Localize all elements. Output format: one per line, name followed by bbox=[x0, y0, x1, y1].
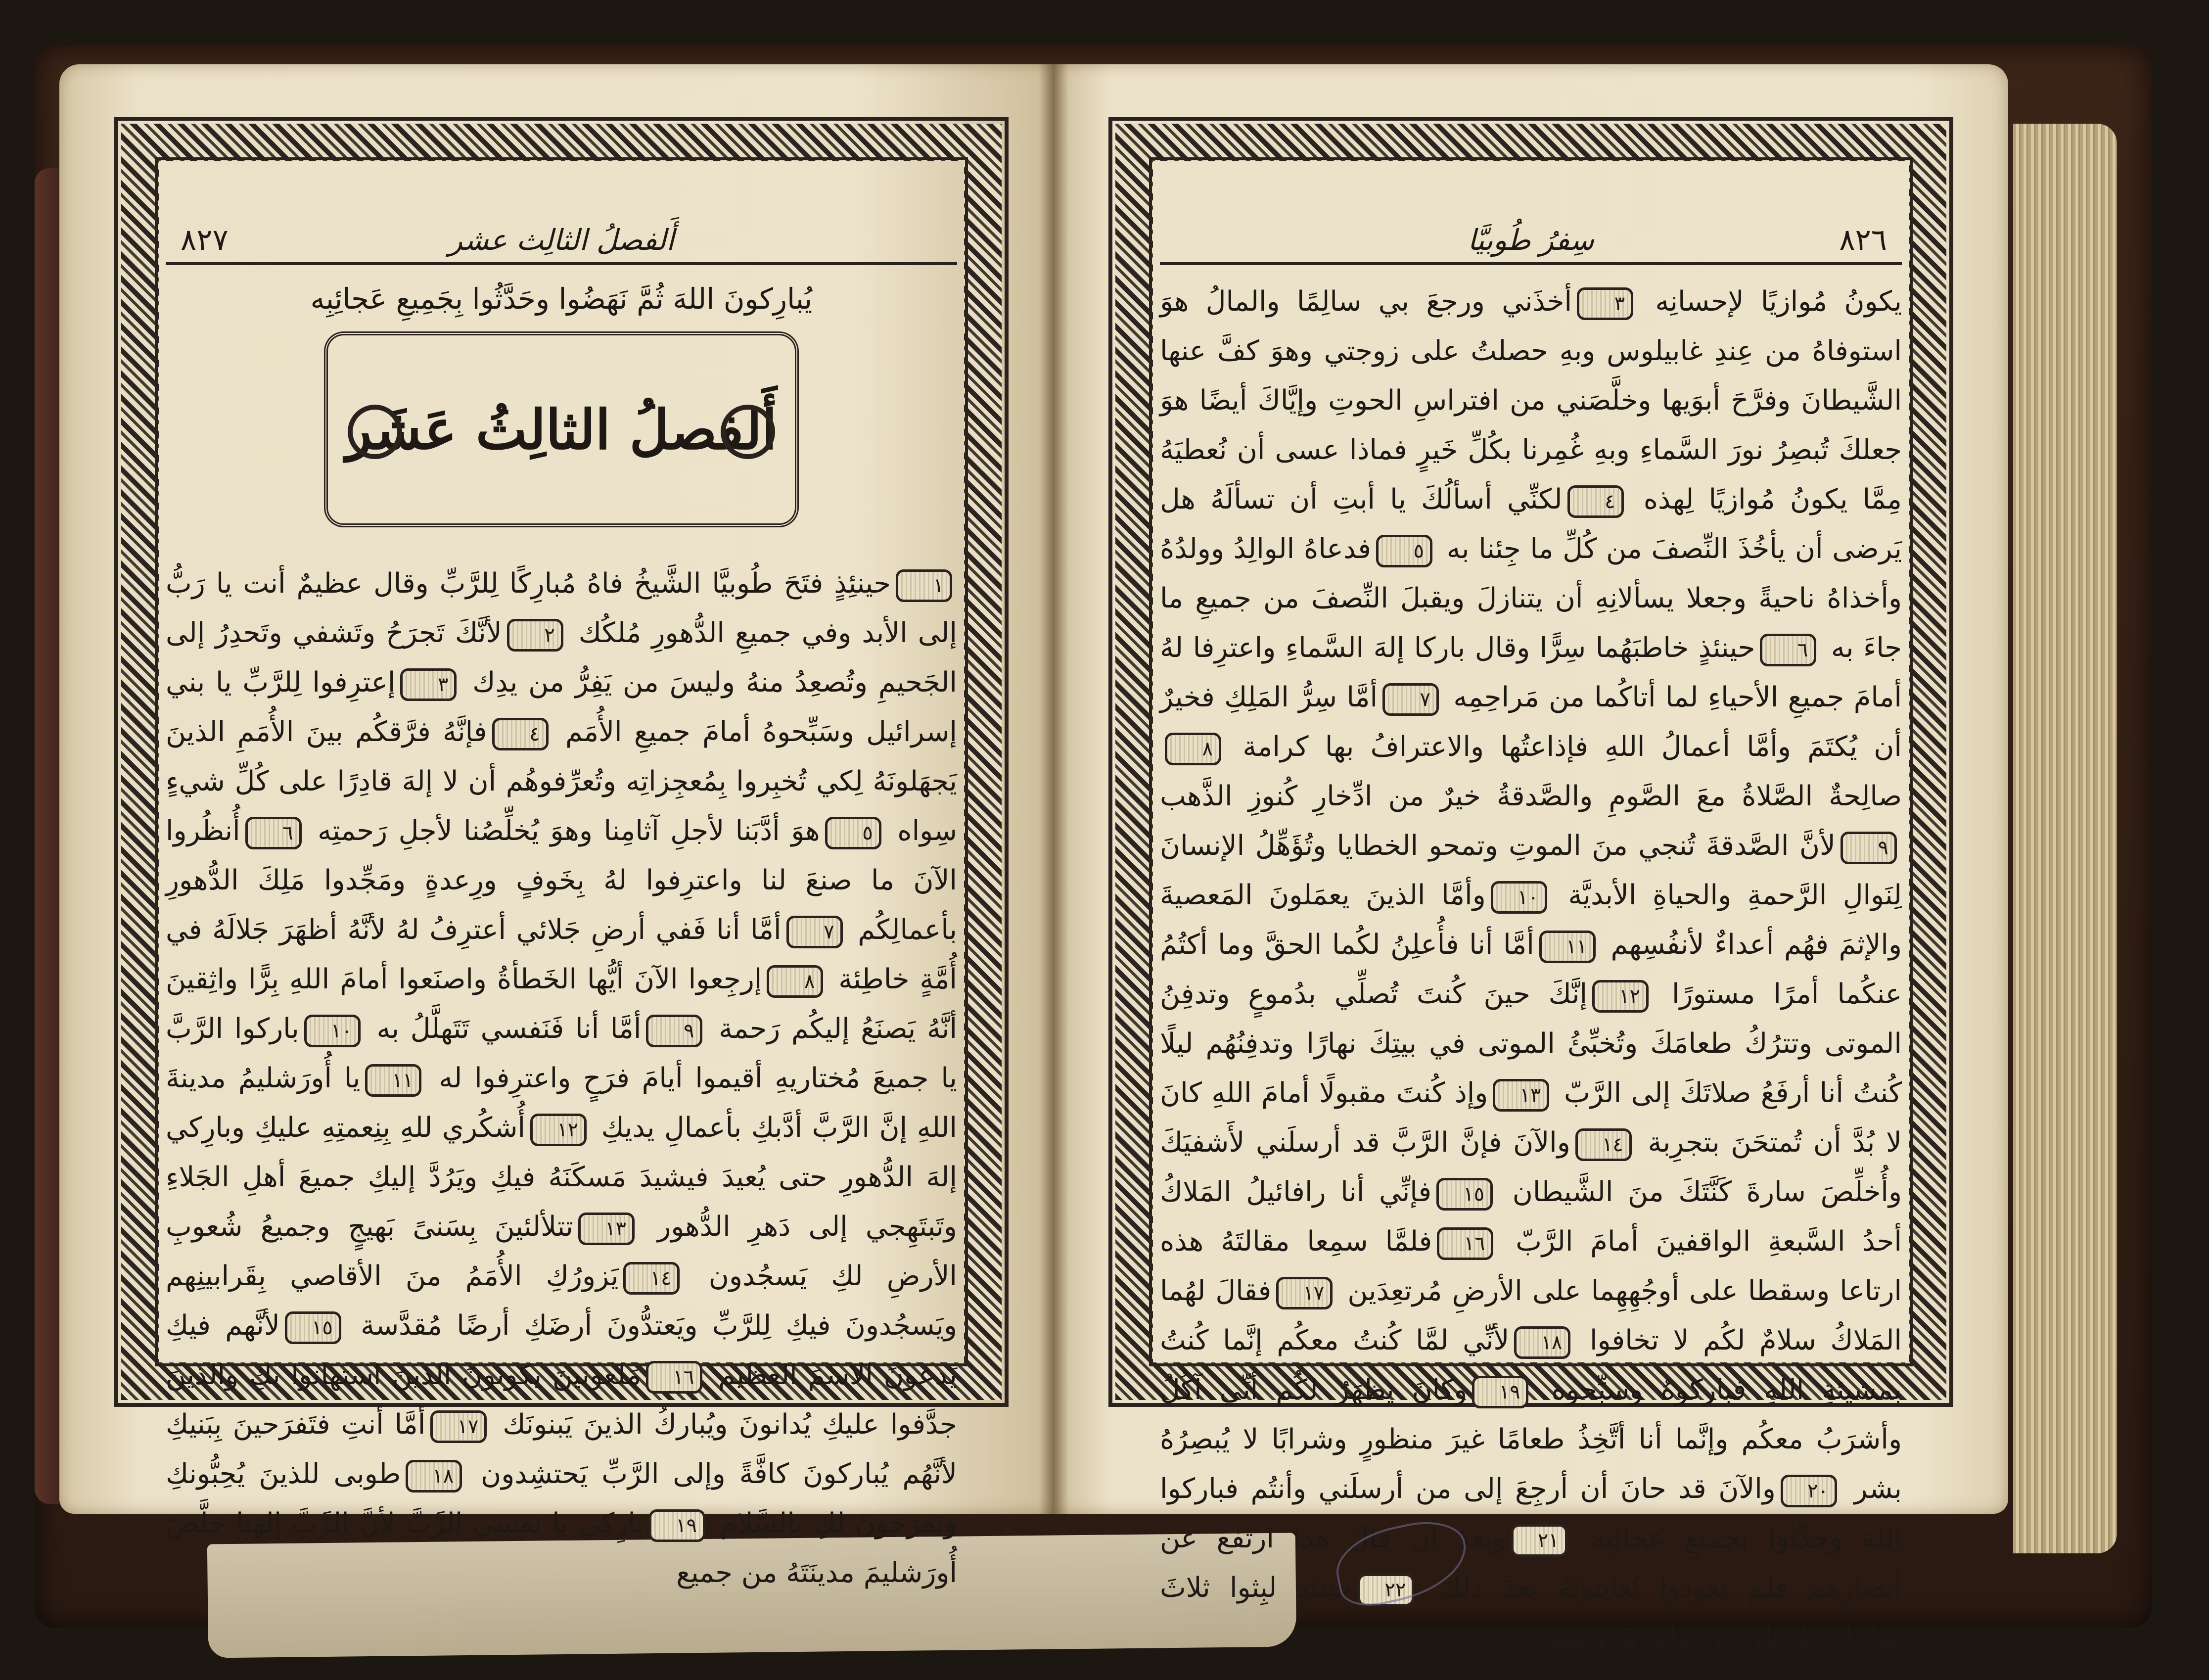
verse-number: ١٠ bbox=[304, 1015, 361, 1047]
chapter-title: أَلفصلُ الثالِثُ عَشَر bbox=[346, 397, 777, 462]
verse-text: فدعاهُ الوالِدُ وولدُهُ وأخذاهُ ناحيةً وجعلا يسألانِهِ أن يتنازلَ ويقبلَ النِّصفَ من جميعِ ما جاءَ به bbox=[1160, 533, 1902, 664]
verse-text: إعترِفوا لِلرَّبِّ يا بني إسرائيل وسَبِّحوهُ أمامَ جميعِ الأُمَم bbox=[166, 666, 957, 748]
verse-text: لأنَّهم فيكِ يَدعونَ الاسمَ العظيم bbox=[166, 1309, 957, 1391]
verse-text: صالِحةٌ الصَّلاةُ معَ الصَّومِ والصَّدقةُ خيرٌ من ادِّخارِ كُنوزِ الذَّهب bbox=[1160, 780, 1902, 812]
verse-text: إنَّكَ حينَ كُنتَ تُصلِّي بدُموعٍ وتدفِنُ الموتى وتترُكُ طعامَكَ وتُخبِّئُ الموتى في بيتِكَ نهارًا وتدفِنُهُم ليلًا كُنتُ أنا أرفَعُ صلاتَكَ إلى الرَّبّ bbox=[1160, 978, 1902, 1109]
verse-number: ١٠ bbox=[1491, 881, 1547, 914]
verse-text: حينئذٍ خاطبَهُما سِرًّا وقال باركا إلهَ السَّماءِ واعترِفا لهُ أمامَ جميعِ الأحياءِ لما أتاكُما من مَراحِمِه bbox=[1160, 632, 1902, 713]
verse-text: أمَّا أنتِ فتَفرَحينَ بِبَنيكِ لأنَّهُم يُباركونَ كافَّةً وإلى الرَّبِّ يَحتشِدون bbox=[166, 1408, 957, 1490]
right-page-number: ٨٢٦ bbox=[1839, 223, 1887, 257]
verse-number: ١ bbox=[896, 569, 952, 602]
verse-text: حينئذٍ لبِثوا ثلاثَ ساعاتٍ مُنطرِحينَ على وُجوهِهِم bbox=[1160, 1572, 1902, 1653]
verse-text: أمَّا أنا فَفي أرضِ جَلائي أعترِفُ لهُ لأنَّهُ أظهَرَ جَلالَهُ في أُمَّةٍ خاطِئة bbox=[166, 914, 957, 995]
verse-text: أمَّا سِرُّ المَلِكِ فخيرٌ أن يُكتَمَ وأمَّا أعمالُ اللهِ فإذاعتُها والاعترافُ بها كرامة bbox=[1160, 681, 1902, 763]
verse-text: وإذ كُنتَ مقبولًا أمامَ اللهِ كانَ لا بُدَّ أن تُمتحَنَ بتجرِبة bbox=[1160, 1077, 1902, 1159]
verse-text: بارِكي يا نفسي الرَّبَّ لأنَّ الرَّبَّ إلهَنا خلَّصَ أُورَشليمَ مدينَتَهُ من جميع bbox=[166, 1507, 957, 1589]
page-edges bbox=[2013, 124, 2117, 1553]
verse-text: لأنِّي لمَّا كُنتُ معكُم إنَّما كُنتُ بمشيئةِ اللهِ فباركوهُ وسبِّحوه bbox=[1160, 1324, 1902, 1406]
verse-number: ٥ bbox=[1376, 535, 1432, 567]
verse-number: ١١ bbox=[1539, 931, 1596, 963]
left-verses bbox=[166, 559, 958, 1589]
verse-text: والآنَ فإنَّ الرَّبَّ قد أرسلَني لأَشفيَكَ وأُخلِّصَ سارةَ كَنَّتَكَ منَ الشَّيطان bbox=[1160, 1126, 1902, 1208]
verse-text: أمَّا أنا فأُعلِنُ لكُما الحقَّ وما أكتُمُ عنكُما أمرًا مستورًا bbox=[1160, 929, 1902, 1010]
verse-number: ٢١ bbox=[1511, 1524, 1567, 1557]
right-running-title: سِفرُ طُوبيَّا bbox=[1468, 223, 1594, 257]
verse-text: إرجِعوا الآنَ أيُّها الخَطأةُ واصنَعوا أمامَ اللهِ بِرًّا واثِقينَ أنَّهُ يَصنَعُ إليكُم رَحمة bbox=[166, 963, 957, 1045]
verse-text: فلمَّا سمِعا مقالتَهُ هذه ارتاعا وسقطا على أوجُهِهِما على الأرضِ مُرتعِدَين bbox=[1160, 1225, 1902, 1307]
verse-text: فقالَ لهُما المَلاكُ سلامٌ لكُم لا تخافوا bbox=[1160, 1275, 1902, 1356]
right-running-header bbox=[1160, 218, 1902, 265]
verse-number: ٦ bbox=[245, 817, 302, 849]
verse-number: ٩ bbox=[1841, 832, 1897, 864]
verse-number: ١٥ bbox=[285, 1311, 341, 1344]
verse-number: ٦ bbox=[1760, 634, 1816, 666]
verse-text: وبعدَ أن قالَ هذا ارتفعَ عن أبصارِهِم فلم يعودوا يُعاينونَهُ بعدَ ذلك bbox=[1160, 1522, 1902, 1604]
verse-number: ٢٢ bbox=[1358, 1574, 1414, 1606]
verse-number: ١٥ bbox=[1436, 1178, 1493, 1211]
verse-number: ١٩ bbox=[1472, 1376, 1528, 1408]
verse-text: مَلعونينَ يكونونَ الذينَ استهانوا بكِ والذينَ جدَّفوا عليكِ يُدانونَ ويُباركُ الذينَ يَبنونَك bbox=[166, 1359, 957, 1441]
verse-number: ١٢ bbox=[1592, 980, 1649, 1013]
verse-number: ٤ bbox=[1567, 485, 1624, 518]
verse-number: ١٢ bbox=[530, 1114, 587, 1146]
verse-number: ٣ bbox=[400, 668, 457, 701]
verse-text: هوَ أدَّبَنا لأجلِ آثامِنا وهوَ يُخلِّصُنا لأجلِ رَحمتِه bbox=[318, 815, 820, 847]
verse-text: فإنِّي أنا رافائيلُ المَلاكُ أحدُ السَّبعةِ الواقفينَ أمامَ الرَّبّ bbox=[1160, 1176, 1902, 1258]
verse-number: ١٣ bbox=[578, 1213, 635, 1245]
verse-number: ١٤ bbox=[623, 1262, 680, 1295]
verse-number: ٧ bbox=[1382, 683, 1439, 716]
verse-number: ١٨ bbox=[1514, 1326, 1570, 1359]
left-text-block bbox=[166, 218, 958, 1589]
verse-number: ٧ bbox=[786, 916, 843, 948]
verse-text: أُشكُري للهِ بِنِعمتِهِ عليكِ وبارِكي إلهَ الدُّهورِ حتى يُعيدَ فيشيدَ مَسكَنَهُ فيكِ ويَرُدَّ إليكِ جميعَ أهلِ الجَلاءِ وتَبتَهِجي إلى دَهرِ الدُّهور bbox=[166, 1112, 958, 1243]
verse-number: ٣ bbox=[1577, 287, 1633, 320]
verse-number: ٥ bbox=[825, 817, 881, 849]
ornament-icon bbox=[348, 405, 402, 459]
right-verses bbox=[1160, 277, 1902, 1653]
verse-text: والآنَ قد حانَ أن أرجِعَ إلى من أرسلَني وأنتُم فباركوا اللهَ وحدِّثوا بجميعِ عجائِبِه bbox=[1160, 1473, 1902, 1554]
verse-text: طوبى للذينَ يُحِبُّونكِ ويَفرَحونَ لكِ بالسَّلام bbox=[166, 1458, 957, 1540]
verse-text: باركوا الرَّبَّ يا جميعَ مُختاريهِ أقيموا أيامَ فرَحٍ واعترِفوا له bbox=[166, 1013, 957, 1094]
verse-number: ٢ bbox=[507, 619, 563, 652]
verse-number: ١٦ bbox=[646, 1361, 702, 1394]
verse-text: وكانَ يظهَرُ لكُم أنِّي آكُلُ وأشرَبُ معكُم وإنَّما أنا أتَّخِذُ طعامًا غيرَ منظورٍ وشرابًا لا يُبصِرُهُ بشر bbox=[1160, 1374, 1902, 1505]
verse-number: ٤ bbox=[492, 718, 549, 750]
verse-number: ١٧ bbox=[430, 1410, 487, 1443]
left-page-number: ٨٢٧ bbox=[181, 223, 229, 257]
verse-number: ١٦ bbox=[1437, 1227, 1493, 1260]
verse-number: ٩ bbox=[646, 1015, 702, 1047]
verse-number: ٨ bbox=[767, 965, 823, 998]
chapter-heading-box bbox=[324, 331, 799, 527]
left-intro-line: يُبارِكونَ اللهَ ثُمَّ نَهَضُوا وحَدَّثُوا بِجَمِيعِ عَجائِبِه bbox=[310, 282, 813, 316]
right-text-block bbox=[1160, 218, 1902, 1653]
left-running-header bbox=[166, 218, 957, 265]
verse-number: ٨ bbox=[1165, 733, 1221, 765]
verse-text: فإنَّهُ فرَّقكُم بينَ الأُمَمِ الذينَ يَجهَلونَهُ لِكي تُخبِروا بِمُعجِزاتِه وتُعرِّفوهُم أن لا إلهَ قادِرًا على كُلِّ شيءٍ سِواه bbox=[166, 716, 957, 847]
verse-text: أخذَني ورجعَ بي سالِمًا والمالُ هوَ استوفاهُ من عِندِ غابيلوس وبهِ حصلتُ على زوجتي وهوَ كفَّ عنها الشَّيطانَ وفرَّحَ أبوَيها وخلَّصَني من افتراسِ الحوتِ وإيَّاكَ أيضًا هوَ جعلكَ تُبصِرُ نورَ السَّماءِ وبهِ غُمِرنا بكُلِّ خَيرٍ فماذا عسى أن نُعطيَهُ مِمَّا يكونُ مُوازيًا لِهذه bbox=[1160, 285, 1902, 515]
verse-text: أمَّا أنا فَنَفسي تَتَهلَّلُ به bbox=[376, 1013, 642, 1045]
verse-number: ١٨ bbox=[406, 1460, 462, 1493]
verse-text: لكنِّي أسألُكَ يا أبتِ أن تسألَهُ هل يَرضى أن يأخُذَ النِّصفَ من كُلِّ ما جِئنا به bbox=[1160, 483, 1902, 565]
verse-text: يَزورُكِ الأُمَمُ منَ الأقاصي بِقَرابينِهم ويَسجُدونَ فيكِ لِلرَّبِّ ويَعتدُّونَ أرضَكِ أرضًا مُقدَّسة bbox=[166, 1260, 957, 1342]
verse-text: وأمَّا الذينَ يعمَلونَ المَعصيةَ والإثمَ فهُم أعداءٌ لأنفُسِهم bbox=[1160, 879, 1902, 961]
verse-number: ١٣ bbox=[1493, 1079, 1549, 1112]
verse-number: ١٧ bbox=[1276, 1277, 1333, 1309]
verse-text: حينئِذٍ فتَحَ طُوبيَّا الشَّيخُ فاهُ مُبارِكًا لِلرَّبِّ وقال عظيمٌ أنت يا رَبُّ إلى الأبد وفي جميعِ الدُّهورِ مُلكُك bbox=[166, 567, 957, 649]
verse-text: أُنظُروا الآنَ ما صنعَ لنا واعترِفوا لهُ بِخَوفٍ ورِعدةٍ ومَجِّدوا مَلِكَ الدُّهورِ بأعمالِكُم bbox=[166, 815, 957, 946]
verse-text: تتلألئينَ بِسَنىً بَهيجٍ وجميعُ شُعوبِ الأرضِ لكِ يَسجُدون bbox=[166, 1211, 957, 1292]
ornament-icon bbox=[721, 405, 775, 459]
verse-text: لأنَّ الصَّدقةَ تُنجي منَ الموتِ وتمحو الخطايا وتُؤَهِّلُ الإنسانَ لِنَوالِ الرَّحمةِ والحياةِ الأبديَّة bbox=[1160, 830, 1902, 911]
verse-text: يكونُ مُوازيًا لإحسانِه bbox=[1655, 285, 1902, 318]
verse-number: ١٩ bbox=[649, 1509, 705, 1542]
verse-text: يا أُورَشليمُ مدينةَ اللهِ إنَّ الرَّبَّ أدَّبكِ بأعمالِ يديكِ bbox=[166, 1062, 957, 1144]
left-running-title: أَلفصلُ الثالِث عشر bbox=[448, 223, 675, 257]
verse-text: لأنَّكَ تَجرَحُ وتَشفي وتَحدِرُ إلى الجَحيمِ وتُصعِدُ منهُ وليسَ من يَفِرُّ من يدِك bbox=[166, 617, 957, 699]
verse-number: ١٤ bbox=[1575, 1128, 1632, 1161]
verse-number: ١١ bbox=[365, 1064, 421, 1097]
verse-number: ٢٠ bbox=[1781, 1475, 1837, 1507]
book-gutter bbox=[1039, 64, 1068, 1514]
